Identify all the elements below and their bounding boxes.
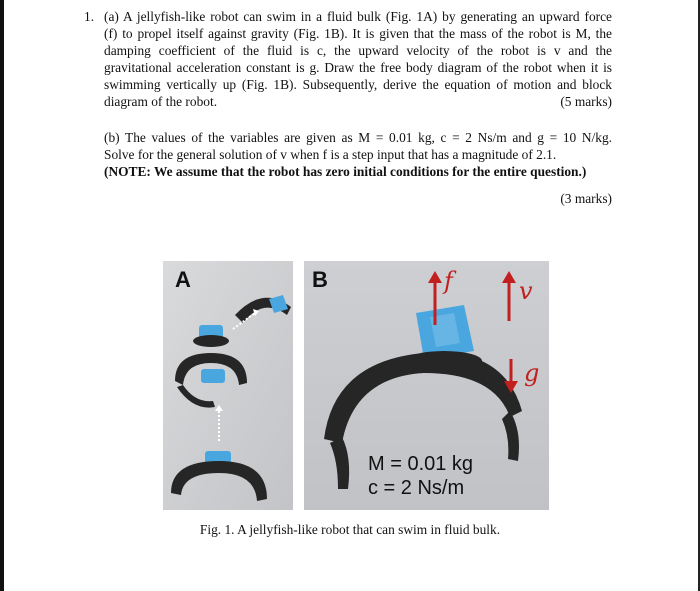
panel-b-photo (304, 261, 549, 510)
velocity-label: v (519, 277, 533, 305)
part-a-line-6: diagram of the robot. (104, 94, 218, 109)
panel-a-illustration (163, 261, 293, 510)
question-number: 1. (84, 9, 95, 24)
part-b-line-1: (b) The values of the variables are given as M = 0.01 kg, c = 2 Ns/m and g = 10 N/kg. (104, 130, 612, 145)
part-a-line-3: damping coefficient of the fluid is c, the upward velocity of the robot is v and the (104, 43, 612, 58)
part-a-line-4: gravitational acceleration constant is g. Draw the free body diagram of the robot when it is (104, 60, 612, 75)
force-label: f (444, 267, 453, 295)
part-a-marks: (5 marks) (560, 94, 612, 109)
part-b-line-2: Solve for the general solution of v when f is a step input that has a magnitude of 2.1. (104, 147, 557, 162)
figure-caption: Fig. 1. A jellyfish-like robot that can swim in fluid bulk. (199, 522, 501, 537)
part-b-note: (NOTE: We assume that the robot has zero initial conditions for the entire question.) (104, 164, 587, 179)
part-b-marks: (3 marks) (560, 191, 612, 206)
mass-value-label: M = 0.01 kg (368, 453, 474, 475)
figure-1 (163, 261, 549, 510)
panel-a-label: A (175, 267, 191, 292)
left-edge-bar (0, 0, 4, 591)
panel-a-photo (163, 261, 293, 510)
part-a-line-1: (a) A jellyfish-like robot can swim in a fluid bulk (Fig. 1A) by generating an upward force (104, 9, 612, 24)
panel-b-label: B (312, 267, 328, 292)
part-a-line-5: swimming vertically up (Fig. 1B). Subsequently, derive the equation of motion and block (104, 77, 612, 92)
part-a-line-2: (f) to propel itself against gravity (Fig. 1B). It is given that the mass of the robot is M, the (104, 26, 612, 41)
gravity-label: g (524, 359, 540, 387)
damping-value-label: c = 2 Ns/m (368, 477, 465, 499)
